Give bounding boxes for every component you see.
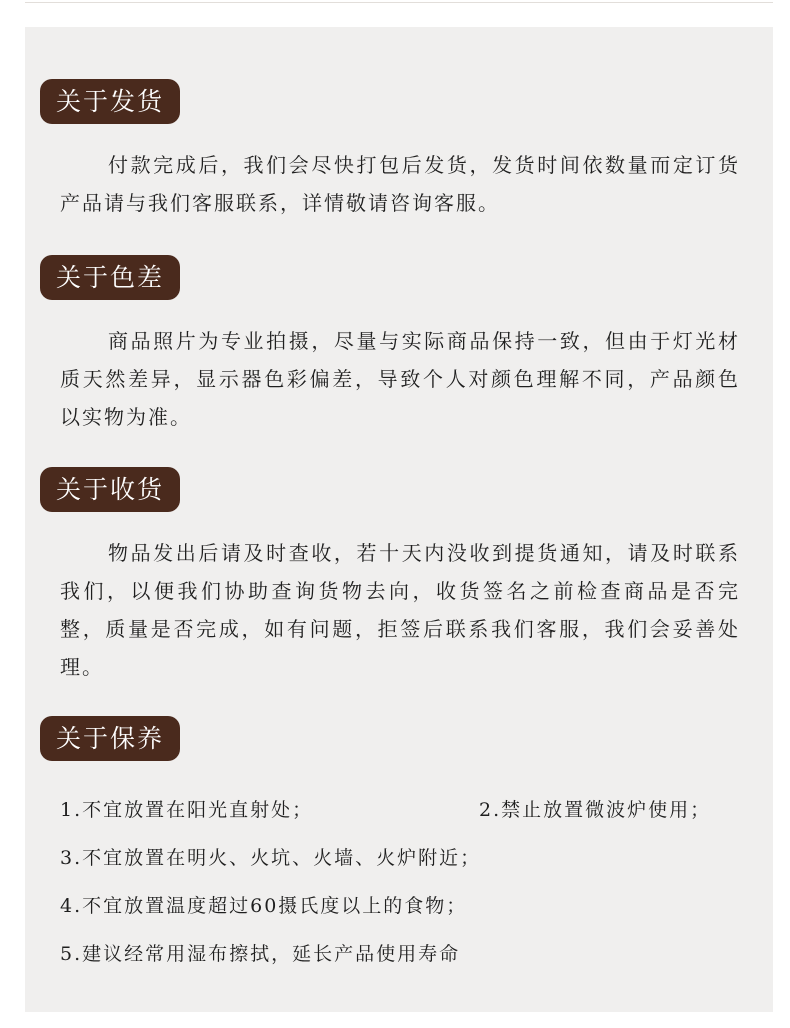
- shipping-heading: 关于发货: [40, 79, 180, 124]
- care-heading: 关于保养: [40, 716, 180, 761]
- care-item: 5.建议经常用湿布擦拭，延长产品使用寿命: [60, 943, 461, 965]
- color-difference-heading: 关于色差: [40, 255, 180, 300]
- care-item: 1.不宜放置在阳光直射处；: [60, 799, 314, 821]
- top-divider: [25, 2, 773, 3]
- receiving-heading: 关于收货: [40, 467, 180, 512]
- care-item: 2.禁止放置微波炉使用；: [479, 799, 712, 821]
- shipping-text: 付款完成后，我们会尽快打包后发货，发货时间依数量而定订货产品请与我们客服联系，详情敬请咨询客服。: [60, 153, 740, 215]
- care-item: 3.不宜放置在明火、火坑、火墙、火炉附近；: [60, 847, 482, 869]
- color-difference-text: 商品照片为专业拍摄，尽量与实际商品保持一致，但由于灯光材质天然差异，显示器色彩偏差，导致个人对颜色理解不同，产品颜色以实物为准。: [60, 329, 740, 429]
- receiving-text: 物品发出后请及时查收，若十天内没收到提货通知，请及时联系我们，以便我们协助查询货物去向，收货签名之前检查商品是否完整，质量是否完成，如有问题，拒签后联系我们客服，我们会妥善处理。: [60, 541, 740, 679]
- care-item: 4.不宜放置温度超过60摄氏度以上的食物；: [60, 895, 468, 917]
- info-panel: [25, 27, 773, 1012]
